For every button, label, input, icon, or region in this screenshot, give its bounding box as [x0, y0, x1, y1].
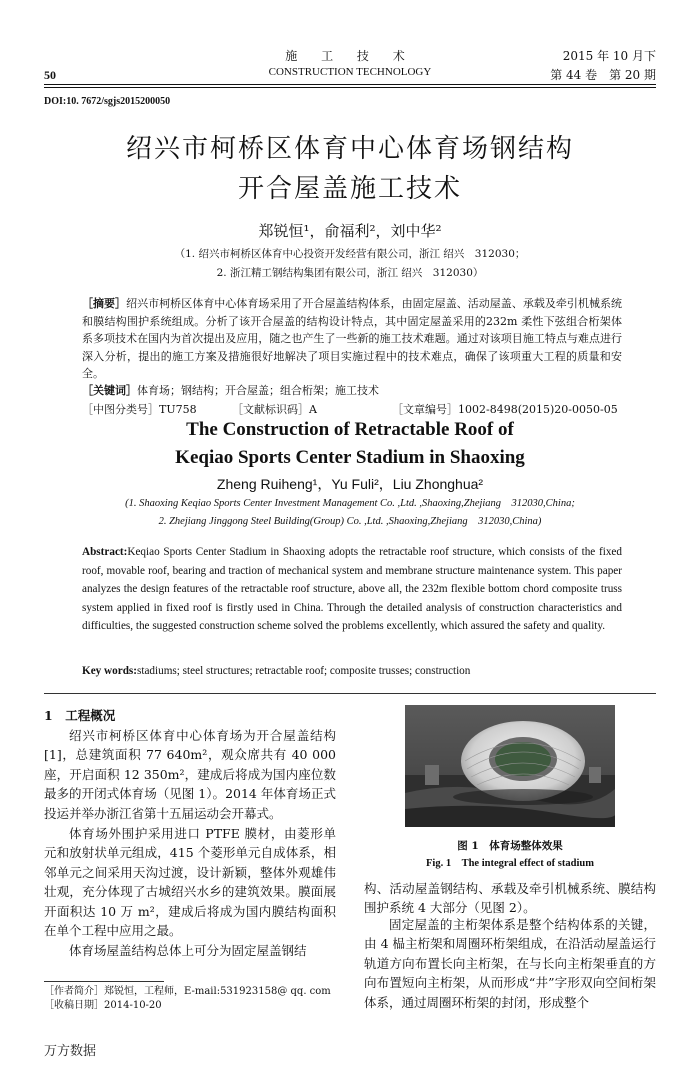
figure-caption-en: Fig. 1 The integral effect of stadium	[426, 858, 594, 869]
body-paragraph-1: 绍兴市柯桥区体育中心体育场为开合屋盖结构[1]，总建筑面积 77 640m²，观众席共有 40 000 座，开启面积 12 350m²，建成后将成为国内座位数最多的开闭式体育场（见图 1）。2014 年体育场正式投运并举办浙江省第十五届运动会开幕式。	[44, 728, 336, 821]
affiliation-cn-2: 2. 浙江精工钢结构集团有限公司，浙江 绍兴 312030）	[216, 267, 484, 279]
title-cn-line-2: 开合屋盖施工技术	[237, 174, 462, 204]
header-rule-thin	[44, 87, 656, 88]
abstract-cn-text: 绍兴市柯桥区体育中心体育场采用了开合屋盖结构体系，由固定屋盖、活动屋盖、承载及牵引机械系统和膜结构围护系统组成。分析了该开合屋盖的结构设计特点，其中固定屋盖采用的232m 柔性下弦组合桁架体系多项技术在国内为首次提出及应用，随之也产生了一些新的施工技术难题。通过对该项目施工特点与难点进行深入分析，提出的施工方案及措施很好地解决了项目实施过程中的技术难点，确保了该项重大工程的质量和安全。	[82, 297, 623, 380]
body-paragraph-right-2: 固定屋盖的主桁架体系是整个结构体系的关键，由 4 榀主桁架和周圈环桁架组成，在沿活动屋盖运行轨道方向布置长向主桁架，在与长向主桁架垂直的方向布置短向主桁架，从而形成“井”字形双向空间桁架体系，通过周圈环桁架的封闭，形成整个	[364, 917, 656, 1010]
abstract-en-label: Abstract:	[82, 546, 128, 558]
received-date: ［收稿日期］2014-10-20	[44, 1000, 162, 1011]
title-en-line-1: The Construction of Retractable Roof of	[186, 419, 514, 440]
stadium-photo	[405, 705, 615, 827]
clc-number: ［中图分类号］TU758	[82, 403, 197, 416]
keywords-cn	[82, 382, 622, 398]
title-en-line-2: Keqiao Sports Center Stadium in Shaoxing	[175, 447, 525, 468]
body-paragraph-3: 体育场屋盖结构总体上可分为固定屋盖钢结	[69, 943, 307, 958]
keywords-cn-label: ［关键词］	[82, 384, 137, 397]
keywords-en	[82, 665, 622, 677]
issue-date: 2015 年 10 月下	[562, 49, 656, 63]
author-bio: ［作者简介］郑锐恒，工程师，E-mail:531923158@ qq. com	[44, 986, 331, 997]
article-number: ［文章编号］1002-8498(2015)20-0050-05	[392, 403, 618, 416]
abstract-cn-label: ［摘要］	[82, 297, 127, 310]
document-code: ［文献标识码］A	[232, 403, 317, 416]
keywords-cn-text: 体育场；钢结构；开合屋盖；组合桁架；施工技术	[137, 384, 379, 397]
affiliation-en-1: (1. Shaoxing Keqiao Sports Center Investment Management Co. ,Ltd. ,Shaoxing,Zhejiang 312030,China;	[125, 498, 575, 509]
body-paragraph-2: 体育场外围护采用进口 PTFE 膜材，由菱形单元和放射状单元组成，415 个菱形单元自成体系，相邻单元之间采用天沟过渡，设计新颖，整体外观雄伟壮观，充分体现了古城绍兴水乡的建筑效果。膜面展开面积达 10 万 m²，建成后将成为国内膜结构面积在单个工程中应用之最。	[44, 826, 336, 939]
title-cn-line-1: 绍兴市柯桥区体育中心体育场钢结构	[125, 134, 574, 164]
abstract-en	[82, 543, 622, 636]
keywords-en-text: stadiums; steel structures; retractable roof; composite trusses; construction	[137, 665, 471, 677]
figure-caption-cn: 图 1 体育场整体效果	[457, 840, 563, 852]
affiliation-cn-1: （1. 绍兴市柯桥区体育中心投资开发经营有限公司，浙江 绍兴 312030；	[174, 248, 526, 260]
header-rule	[44, 84, 656, 85]
doi: DOI:10. 7672/sgjs2015200050	[44, 96, 171, 107]
authors-en: Zheng Ruiheng¹，Yu Fuli²，Liu Zhonghua²	[216, 476, 484, 492]
section-heading: 1 工程概况	[44, 708, 116, 723]
authors-cn: 郑锐恒¹，俞福利²，刘中华²	[258, 222, 442, 240]
abstract-cn	[82, 295, 622, 383]
stadium-rendering-image	[405, 705, 615, 827]
body-paragraph-right-1: 构、活动屋盖钢结构、承载及牵引机械系统、膜结构围护系统 4 大部分（见图 2）。	[364, 881, 656, 916]
journal-name-en: CONSTRUCTION TECHNOLOGY	[268, 66, 432, 78]
footnote-rule	[44, 981, 164, 982]
volume-issue: 第 44 卷 第 20 期	[550, 68, 656, 82]
classification-row	[82, 401, 622, 417]
journal-name-cn: 施 工 技 术	[285, 49, 415, 63]
keywords-en-label: Key words:	[82, 665, 137, 677]
affiliation-en-2: 2. Zhejiang Jinggong Steel Building(Group) Co. ,Ltd. ,Shaoxing,Zhejiang 312030,China)	[158, 516, 542, 527]
abstract-en-text: Keqiao Sports Center Stadium in Shaoxing adopts the retractable roof structure, which consists of the fixed roof, movable roof, bearing and traction of mechanical system and membrane structure maintenance system. This paper analyzes the design features of the retractable roof structure, above all, the 232m flexible bottom chord composite truss system applied in fixed roof is firstly used in China. Through the detailed analysis of construction characteristics and difficulties, the suggested construction scheme solved the problems excellently, which assured the safety and quality.	[82, 546, 622, 633]
page-number: 50	[44, 68, 56, 82]
section-divider	[44, 693, 656, 694]
watermark: 万方数据	[44, 1044, 97, 1059]
